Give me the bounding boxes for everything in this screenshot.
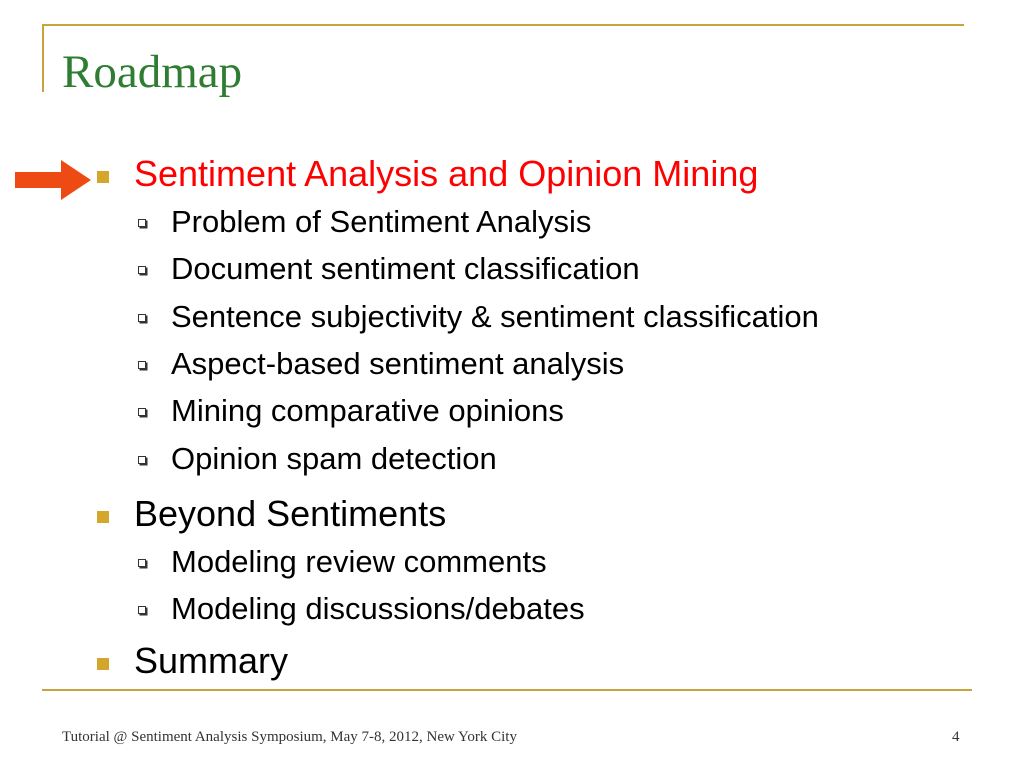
square-bullet-icon [97, 171, 109, 183]
outline-subitem-label: Sentence subjectivity & sentiment classification [171, 298, 819, 334]
current-section-arrow-icon [15, 158, 91, 202]
footer-rule [42, 689, 972, 691]
square-bullet-icon [97, 658, 109, 670]
page-number: 4 [952, 729, 960, 745]
arrow-shape [15, 160, 91, 200]
hollow-square-bullet-icon [138, 314, 146, 322]
hollow-square-bullet-icon [138, 606, 146, 614]
hollow-square-bullet-icon [138, 559, 146, 567]
frame-top-rule [42, 24, 964, 26]
square-bullet-icon [97, 511, 109, 523]
frame-left-rule [42, 24, 44, 92]
outline-subitem-label: Aspect-based sentiment analysis [171, 345, 625, 381]
outline-subitem-label: Modeling discussions/debates [171, 591, 585, 627]
footer-text: Tutorial @ Sentiment Analysis Symposium, May 7-8, 2012, New York City [62, 729, 517, 745]
outline-subitem-label: Document sentiment classification [171, 251, 640, 287]
slide-title: Roadmap [62, 46, 243, 98]
outline-section-label: Beyond Sentiments [134, 493, 447, 534]
hollow-square-bullet-icon [138, 266, 146, 274]
outline-subitem-label: Opinion spam detection [171, 440, 497, 476]
outline-section-label: Summary [134, 640, 289, 681]
hollow-square-bullet-icon [138, 456, 146, 464]
outline-subitem-label: Modeling review comments [171, 544, 547, 579]
outline-section-label: Sentiment Analysis and Opinion Mining [134, 153, 759, 194]
outline-subitem-label: Problem of Sentiment Analysis [171, 204, 592, 239]
hollow-square-bullet-icon [138, 361, 146, 369]
outline-subitem-label: Mining comparative opinions [171, 393, 564, 429]
hollow-square-bullet-icon [138, 219, 146, 227]
hollow-square-bullet-icon [138, 408, 146, 416]
